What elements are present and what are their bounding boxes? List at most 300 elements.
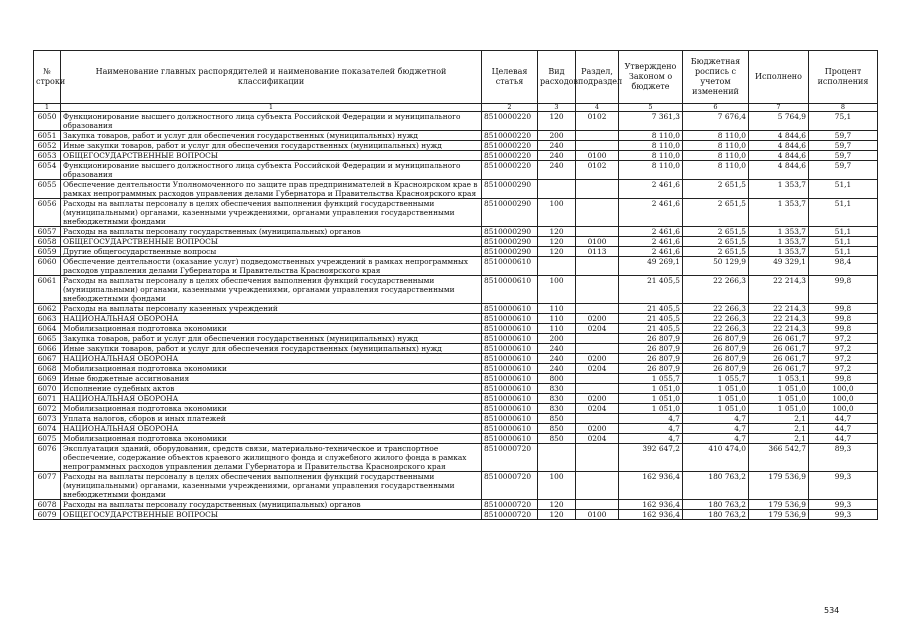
row-number: 6070 (34, 384, 61, 394)
row-budget-roster: 26 807,9 (683, 364, 749, 374)
row-number: 6077 (34, 472, 61, 500)
row-number: 6059 (34, 247, 61, 257)
row-approved: 1 051,0 (619, 384, 683, 394)
column-number: 7 (749, 104, 809, 112)
row-budget-roster: 4,7 (683, 414, 749, 424)
table-row (34, 414, 878, 424)
table-row (34, 257, 878, 276)
row-name: Исполнение судебных актов (61, 384, 482, 394)
row-expense-type: 850 (538, 414, 576, 424)
row-percent: 59,7 (809, 131, 878, 141)
row-expense-type: 120 (538, 112, 576, 131)
row-budget-roster: 1 051,0 (683, 384, 749, 394)
row-section (576, 344, 619, 354)
row-number: 6060 (34, 257, 61, 276)
row-expense-type: 110 (538, 314, 576, 324)
row-budget-roster: 8 110,0 (683, 151, 749, 161)
table-row (34, 247, 878, 257)
row-expense-type: 100 (538, 276, 576, 304)
row-number: 6061 (34, 276, 61, 304)
row-section (576, 374, 619, 384)
table-row (34, 141, 878, 151)
table-row (34, 434, 878, 444)
row-number: 6063 (34, 314, 61, 324)
row-target-article: 8510000610 (482, 276, 538, 304)
row-name: Обеспечение деятельности (оказание услуг) подведомственных учреждений в рамках непрограммных расходов управления делами Губернатора и Правительства Красноярского края (61, 257, 482, 276)
row-approved: 2 461,6 (619, 247, 683, 257)
row-target-article: 8510000290 (482, 180, 538, 199)
table-row (34, 237, 878, 247)
row-approved: 21 405,5 (619, 324, 683, 334)
row-expense-type (538, 180, 576, 199)
row-approved: 1 051,0 (619, 394, 683, 404)
row-budget-roster: 26 807,9 (683, 334, 749, 344)
table-row (34, 131, 878, 141)
row-target-article: 8510000610 (482, 257, 538, 276)
column-number: 2 (482, 104, 538, 112)
row-target-article: 8510000610 (482, 404, 538, 414)
row-percent: 98,4 (809, 257, 878, 276)
row-executed: 22 214,3 (749, 324, 809, 334)
row-budget-roster: 2 651,5 (683, 180, 749, 199)
row-expense-type: 240 (538, 141, 576, 151)
header-name: Наименование главных распорядителей и наименование показателей бюджетной классификации (61, 51, 482, 104)
table-row (34, 424, 878, 434)
budget-table (33, 50, 878, 520)
row-budget-roster: 1 051,0 (683, 394, 749, 404)
row-approved: 7 361,3 (619, 112, 683, 131)
row-name: Расходы на выплаты персоналу государственных (муниципальных) органов (61, 227, 482, 237)
row-budget-roster: 2 651,5 (683, 237, 749, 247)
row-expense-type: 240 (538, 151, 576, 161)
row-target-article: 8510000220 (482, 161, 538, 180)
row-number: 6051 (34, 131, 61, 141)
row-percent: 99,3 (809, 510, 878, 520)
row-name: Другие общегосударственные вопросы (61, 247, 482, 257)
row-budget-roster: 4,7 (683, 424, 749, 434)
row-section (576, 414, 619, 424)
row-percent: 51,1 (809, 227, 878, 237)
row-budget-roster: 410 474,0 (683, 444, 749, 472)
table-row (34, 472, 878, 500)
row-target-article: 8510000220 (482, 112, 538, 131)
page-number: 534 (824, 606, 840, 615)
row-budget-roster: 180 763,2 (683, 510, 749, 520)
row-approved: 26 807,9 (619, 344, 683, 354)
row-number: 6056 (34, 199, 61, 227)
row-budget-roster: 50 129,9 (683, 257, 749, 276)
row-name: НАЦИОНАЛЬНАЯ ОБОРОНА (61, 354, 482, 364)
table-row (34, 151, 878, 161)
row-number: 6062 (34, 304, 61, 314)
table-row (34, 199, 878, 227)
row-target-article: 8510000290 (482, 227, 538, 237)
row-section (576, 141, 619, 151)
table-row (34, 374, 878, 384)
row-approved: 162 936,4 (619, 510, 683, 520)
row-number: 6068 (34, 364, 61, 374)
table-row (34, 276, 878, 304)
row-section (576, 472, 619, 500)
header-expense-type: Вид расходов (538, 51, 576, 104)
row-executed: 1 051,0 (749, 404, 809, 414)
row-number: 6079 (34, 510, 61, 520)
row-percent: 100,0 (809, 404, 878, 414)
row-percent: 99,8 (809, 374, 878, 384)
row-approved: 2 461,6 (619, 199, 683, 227)
row-expense-type: 240 (538, 364, 576, 374)
row-number: 6076 (34, 444, 61, 472)
row-approved: 2 461,6 (619, 227, 683, 237)
row-target-article: 8510000610 (482, 334, 538, 344)
row-section: 0204 (576, 364, 619, 374)
row-expense-type: 850 (538, 424, 576, 434)
row-approved: 4,7 (619, 414, 683, 424)
table-row (34, 384, 878, 394)
row-percent: 51,1 (809, 247, 878, 257)
row-executed: 4 844,6 (749, 161, 809, 180)
row-approved: 8 110,0 (619, 161, 683, 180)
column-number: 3 (538, 104, 576, 112)
header-budget-roster: Бюджетная роспись с учетом изменений (683, 51, 749, 104)
row-target-article: 8510000220 (482, 131, 538, 141)
row-name: ОБЩЕГОСУДАРСТВЕННЫЕ ВОПРОСЫ (61, 151, 482, 161)
row-number: 6064 (34, 324, 61, 334)
row-executed: 1 053,1 (749, 374, 809, 384)
column-number: 1 (34, 104, 61, 112)
row-approved: 162 936,4 (619, 500, 683, 510)
row-number: 6069 (34, 374, 61, 384)
row-name: Расходы на выплаты персоналу казенных учреждений (61, 304, 482, 314)
row-section (576, 227, 619, 237)
row-target-article: 8510000720 (482, 500, 538, 510)
row-budget-roster: 22 266,3 (683, 276, 749, 304)
row-name: Обеспечение деятельности Уполномоченного по защите прав предпринимателей в Красноярском крае в рамках непрограммных расходов управления делами Губернатора и Правительства Красноярского края (61, 180, 482, 199)
row-executed: 1 353,7 (749, 227, 809, 237)
row-name: Эксплуатация зданий, оборудования, средств связи, материально-техническое и транспортное обеспечение, содержание объектов краевого жилищного фонда и служебного жилого фонда в рамках непрограммных расходов управления делами Губернатора и Правительства Красноярского края (61, 444, 482, 472)
header-approved: Утверждено Законом о бюджете (619, 51, 683, 104)
row-budget-roster: 2 651,5 (683, 227, 749, 237)
row-section: 0204 (576, 324, 619, 334)
row-section (576, 180, 619, 199)
row-expense-type: 120 (538, 247, 576, 257)
row-name: Иные закупки товаров, работ и услуг для обеспечения государственных (муниципальных) нужд (61, 344, 482, 354)
row-expense-type: 200 (538, 334, 576, 344)
row-number: 6071 (34, 394, 61, 404)
row-number: 6054 (34, 161, 61, 180)
table-row (34, 394, 878, 404)
row-target-article: 8510000290 (482, 237, 538, 247)
row-executed: 26 061,7 (749, 344, 809, 354)
row-executed: 179 536,9 (749, 510, 809, 520)
row-approved: 21 405,5 (619, 314, 683, 324)
row-name: Мобилизационная подготовка экономики (61, 404, 482, 414)
row-target-article: 8510000610 (482, 314, 538, 324)
row-name: ОБЩЕГОСУДАРСТВЕННЫЕ ВОПРОСЫ (61, 237, 482, 247)
row-percent: 59,7 (809, 161, 878, 180)
row-target-article: 8510000610 (482, 364, 538, 374)
row-expense-type: 120 (538, 237, 576, 247)
row-name: НАЦИОНАЛЬНАЯ ОБОРОНА (61, 424, 482, 434)
row-target-article: 8510000610 (482, 424, 538, 434)
table-row (34, 444, 878, 472)
row-name: Закупка товаров, работ и услуг для обеспечения государственных (муниципальных) нужд (61, 334, 482, 344)
row-target-article: 8510000610 (482, 414, 538, 424)
row-number: 6067 (34, 354, 61, 364)
row-name: Иные закупки товаров, работ и услуг для обеспечения государственных (муниципальных) нужд (61, 141, 482, 151)
row-executed: 26 061,7 (749, 364, 809, 374)
row-percent: 97,2 (809, 364, 878, 374)
row-target-article: 8510000610 (482, 434, 538, 444)
row-target-article: 8510000610 (482, 394, 538, 404)
table-row (34, 314, 878, 324)
row-name: Расходы на выплаты персоналу в целях обеспечения выполнения функций государственными (муниципальными) органами, казенными учреждениями, органами управления государственными внебюджетными фондами (61, 472, 482, 500)
row-expense-type: 830 (538, 384, 576, 394)
row-section: 0102 (576, 112, 619, 131)
header-percent: Процент исполнения (809, 51, 878, 104)
row-budget-roster: 1 051,0 (683, 404, 749, 414)
row-executed: 1 353,7 (749, 237, 809, 247)
header-target-article: Целевая статья (482, 51, 538, 104)
row-target-article: 8510000720 (482, 472, 538, 500)
row-executed: 4 844,6 (749, 151, 809, 161)
row-expense-type: 240 (538, 354, 576, 364)
row-expense-type: 110 (538, 324, 576, 334)
table-row (34, 324, 878, 334)
table-row (34, 227, 878, 237)
header-executed: Исполнено (749, 51, 809, 104)
row-section: 0100 (576, 151, 619, 161)
row-percent: 99,8 (809, 324, 878, 334)
row-expense-type: 100 (538, 472, 576, 500)
row-number: 6074 (34, 424, 61, 434)
row-approved: 49 269,1 (619, 257, 683, 276)
row-percent: 44,7 (809, 424, 878, 434)
row-percent: 44,7 (809, 434, 878, 444)
row-section: 0204 (576, 404, 619, 414)
row-number: 6072 (34, 404, 61, 414)
row-number: 6050 (34, 112, 61, 131)
row-expense-type: 120 (538, 227, 576, 237)
row-executed: 1 353,7 (749, 199, 809, 227)
table-row (34, 304, 878, 314)
row-budget-roster: 180 763,2 (683, 500, 749, 510)
row-number: 6066 (34, 344, 61, 354)
row-target-article: 8510000220 (482, 141, 538, 151)
row-percent: 99,3 (809, 500, 878, 510)
row-approved: 2 461,6 (619, 237, 683, 247)
row-expense-type: 240 (538, 344, 576, 354)
table-row (34, 354, 878, 364)
row-executed: 366 542,7 (749, 444, 809, 472)
row-section (576, 304, 619, 314)
row-expense-type: 850 (538, 434, 576, 444)
row-executed: 1 353,7 (749, 247, 809, 257)
row-executed: 2,1 (749, 424, 809, 434)
row-approved: 392 647,2 (619, 444, 683, 472)
row-percent: 59,7 (809, 151, 878, 161)
row-expense-type: 200 (538, 131, 576, 141)
row-executed: 179 536,9 (749, 500, 809, 510)
row-number: 6058 (34, 237, 61, 247)
row-target-article: 8510000610 (482, 374, 538, 384)
row-budget-roster: 7 676,4 (683, 112, 749, 131)
row-approved: 26 807,9 (619, 354, 683, 364)
row-number: 6055 (34, 180, 61, 199)
column-number: 5 (619, 104, 683, 112)
table-row (34, 112, 878, 131)
row-section: 0200 (576, 424, 619, 434)
row-name: Мобилизационная подготовка экономики (61, 324, 482, 334)
row-name: Расходы на выплаты персоналу в целях обеспечения выполнения функций государственными (муниципальными) органами, казенными учреждениями, органами управления государственными внебюджетными фондами (61, 199, 482, 227)
row-percent: 97,2 (809, 354, 878, 364)
row-number: 6053 (34, 151, 61, 161)
table-row (34, 334, 878, 344)
row-approved: 4,7 (619, 434, 683, 444)
row-percent: 99,8 (809, 304, 878, 314)
row-section: 0204 (576, 434, 619, 444)
row-section (576, 257, 619, 276)
row-executed: 2,1 (749, 414, 809, 424)
row-approved: 8 110,0 (619, 141, 683, 151)
row-approved: 1 055,7 (619, 374, 683, 384)
table-body (34, 112, 878, 520)
row-section: 0102 (576, 161, 619, 180)
table-row (34, 500, 878, 510)
row-percent: 51,1 (809, 237, 878, 247)
header-section: Раздел, подраздел (576, 51, 619, 104)
table-row (34, 161, 878, 180)
row-executed: 49 329,1 (749, 257, 809, 276)
row-number: 6065 (34, 334, 61, 344)
header-row (34, 51, 878, 104)
row-target-article: 8510000290 (482, 199, 538, 227)
row-percent: 59,7 (809, 141, 878, 151)
row-name: Расходы на выплаты персоналу государственных (муниципальных) органов (61, 500, 482, 510)
row-target-article: 8510000220 (482, 151, 538, 161)
table-row (34, 510, 878, 520)
row-approved: 21 405,5 (619, 276, 683, 304)
row-target-article: 8510000720 (482, 444, 538, 472)
row-target-article: 8510000610 (482, 344, 538, 354)
row-name: Иные бюджетные ассигнования (61, 374, 482, 384)
table-row (34, 404, 878, 414)
row-expense-type: 240 (538, 161, 576, 180)
row-name: Расходы на выплаты персоналу в целях обеспечения выполнения функций государственными (муниципальными) органами, казенными учреждениями, органами управления государственными внебюджетными фондами (61, 276, 482, 304)
row-approved: 2 461,6 (619, 180, 683, 199)
row-executed: 22 214,3 (749, 314, 809, 324)
row-number: 6057 (34, 227, 61, 237)
row-executed: 179 536,9 (749, 472, 809, 500)
row-target-article: 8510000610 (482, 324, 538, 334)
row-target-article: 8510000720 (482, 510, 538, 520)
row-budget-roster: 26 807,9 (683, 354, 749, 364)
row-executed: 1 353,7 (749, 180, 809, 199)
row-approved: 4,7 (619, 424, 683, 434)
row-budget-roster: 22 266,3 (683, 304, 749, 314)
row-executed: 22 214,3 (749, 276, 809, 304)
row-expense-type: 120 (538, 500, 576, 510)
row-target-article: 8510000610 (482, 384, 538, 394)
row-budget-roster: 4,7 (683, 434, 749, 444)
row-approved: 26 807,9 (619, 364, 683, 374)
row-executed: 2,1 (749, 434, 809, 444)
row-target-article: 8510000290 (482, 247, 538, 257)
row-number: 6075 (34, 434, 61, 444)
row-expense-type: 110 (538, 304, 576, 314)
row-executed: 4 844,6 (749, 141, 809, 151)
row-budget-roster: 2 651,5 (683, 247, 749, 257)
row-percent: 51,1 (809, 180, 878, 199)
row-executed: 1 051,0 (749, 394, 809, 404)
row-executed: 22 214,3 (749, 304, 809, 314)
row-section (576, 131, 619, 141)
row-budget-roster: 8 110,0 (683, 141, 749, 151)
row-expense-type: 800 (538, 374, 576, 384)
row-number: 6073 (34, 414, 61, 424)
row-section (576, 276, 619, 304)
header-row-number: № строки (34, 51, 61, 104)
row-approved: 26 807,9 (619, 334, 683, 344)
row-section: 0113 (576, 247, 619, 257)
row-name: Функционирование высшего должностного лица субъекта Российской Федерации и муниципального образования (61, 161, 482, 180)
row-name: Закупка товаров, работ и услуг для обеспечения государственных (муниципальных) нужд (61, 131, 482, 141)
row-approved: 1 051,0 (619, 404, 683, 414)
row-target-article: 8510000610 (482, 304, 538, 314)
row-section: 0200 (576, 394, 619, 404)
row-section: 0100 (576, 510, 619, 520)
row-budget-roster: 22 266,3 (683, 324, 749, 334)
row-name: Мобилизационная подготовка экономики (61, 434, 482, 444)
row-expense-type (538, 257, 576, 276)
row-percent: 100,0 (809, 384, 878, 394)
row-executed: 26 061,7 (749, 354, 809, 364)
row-expense-type (538, 444, 576, 472)
row-percent: 97,2 (809, 344, 878, 354)
row-percent: 99,8 (809, 314, 878, 324)
row-approved: 8 110,0 (619, 151, 683, 161)
row-section: 0100 (576, 237, 619, 247)
row-budget-roster: 180 763,2 (683, 472, 749, 500)
row-section (576, 199, 619, 227)
row-target-article: 8510000610 (482, 354, 538, 364)
row-section (576, 334, 619, 344)
row-percent: 51,1 (809, 199, 878, 227)
row-percent: 75,1 (809, 112, 878, 131)
row-section: 0200 (576, 314, 619, 324)
row-section: 0200 (576, 354, 619, 364)
table-row (34, 364, 878, 374)
row-executed: 26 061,7 (749, 334, 809, 344)
row-section (576, 384, 619, 394)
row-expense-type: 830 (538, 394, 576, 404)
row-expense-type: 830 (538, 404, 576, 414)
row-budget-roster: 8 110,0 (683, 131, 749, 141)
row-percent: 99,3 (809, 472, 878, 500)
row-approved: 8 110,0 (619, 131, 683, 141)
row-budget-roster: 22 266,3 (683, 314, 749, 324)
column-number-row (34, 104, 878, 112)
column-number: 1 (61, 104, 482, 112)
row-expense-type: 120 (538, 510, 576, 520)
row-name: ОБЩЕГОСУДАРСТВЕННЫЕ ВОПРОСЫ (61, 510, 482, 520)
row-percent: 99,8 (809, 276, 878, 304)
row-name: Функционирование высшего должностного лица субъекта Российской Федерации и муниципального образования (61, 112, 482, 131)
table-row (34, 344, 878, 354)
row-percent: 89,3 (809, 444, 878, 472)
row-name: НАЦИОНАЛЬНАЯ ОБОРОНА (61, 394, 482, 404)
row-percent: 44,7 (809, 414, 878, 424)
